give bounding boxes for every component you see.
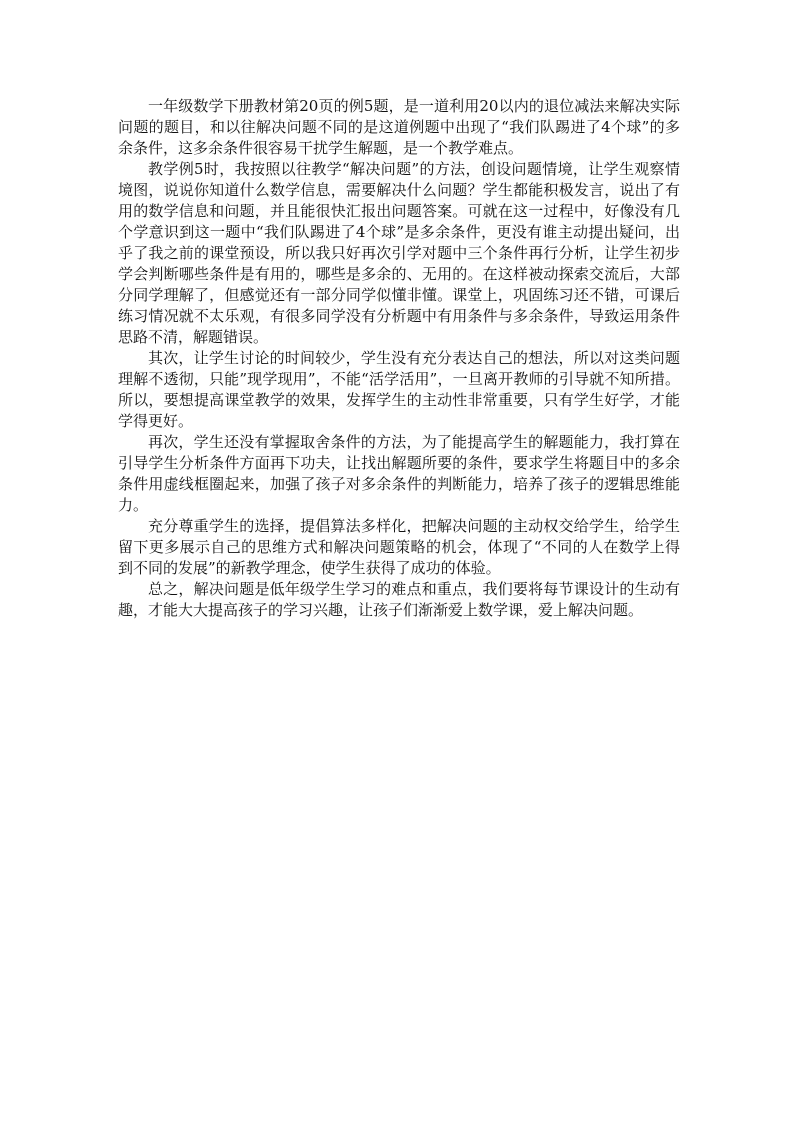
- paragraph-5: 充分尊重学生的选择，提倡算法多样化，把解决问题的主动权交给学生，给学生留下更多展示自己的思维方式和解决问题策略的机会，体现了“不同的人在数学上得到不同的发展”的新教学理念，使学生获得了成功的体验。: [118, 517, 680, 577]
- paragraph-6: 总之，解决问题是低年级学生学习的难点和重点，我们要将每节课设计的生动有趣，才能大大提高孩子的学习兴趣，让孩子们渐渐爱上数学课，爱上解决问题。: [118, 580, 680, 619]
- paragraph-2: 教学例5时，我按照以往教学“解决问题”的方法，创设问题情境，让学生观察情境图，说说你知道什么数学信息，需要解决什么问题？学生都能积极发言，说出了有用的数学信息和问题，并且能很快汇报出问题答案。可就在这一过程中，好像没有几个学意识到这一题中“我们队踢进了4个球”是多余条件，更没有谁主动提出疑问，出乎了我之前的课堂预设，所以我只好再次引学对题中三个条件再行分析，让学生初步学会判断哪些条件是有用的，哪些是多余的、无用的。在这样被动探索交流后，大部分同学理解了，但感觉还有一部分同学似懂非懂。课堂上，巩固练习还不错，可课后练习情况就不太乐观，有很多同学没有分析题中有用条件与多余条件，导致运用条件思路不清，解题错误。: [118, 160, 680, 346]
- paragraph-3: 其次，让学生讨论的时间较少，学生没有充分表达自己的想法，所以对这类问题理解不透彻，只能”现学现用”，不能“活学活用”，一旦离开教师的引导就不知所措。所以，要想提高课堂教学的效果，发挥学生的主动性非常重要，只有学生好学，才能学得更好。: [118, 349, 680, 430]
- paragraph-4: 再次，学生还没有掌握取舍条件的方法，为了能提高学生的解题能力，我打算在引导学生分析条件方面再下功夫，让找出解题所要的条件，要求学生将题目中的多余条件用虚线框圈起来，加强了孩子对多余条件的判断能力，培养了孩子的逻辑思维能力。: [118, 433, 680, 514]
- paragraph-1: 一年级数学下册教材第20页的例5题，是一道利用20以内的退位减法来解决实际问题的题目，和以往解决问题不同的是这道例题中出现了“我们队踢进了4个球”的多余条件，这多余条件很容易干扰学生解题，是一个教学难点。: [118, 97, 680, 157]
- document-body: [118, 96, 680, 621]
